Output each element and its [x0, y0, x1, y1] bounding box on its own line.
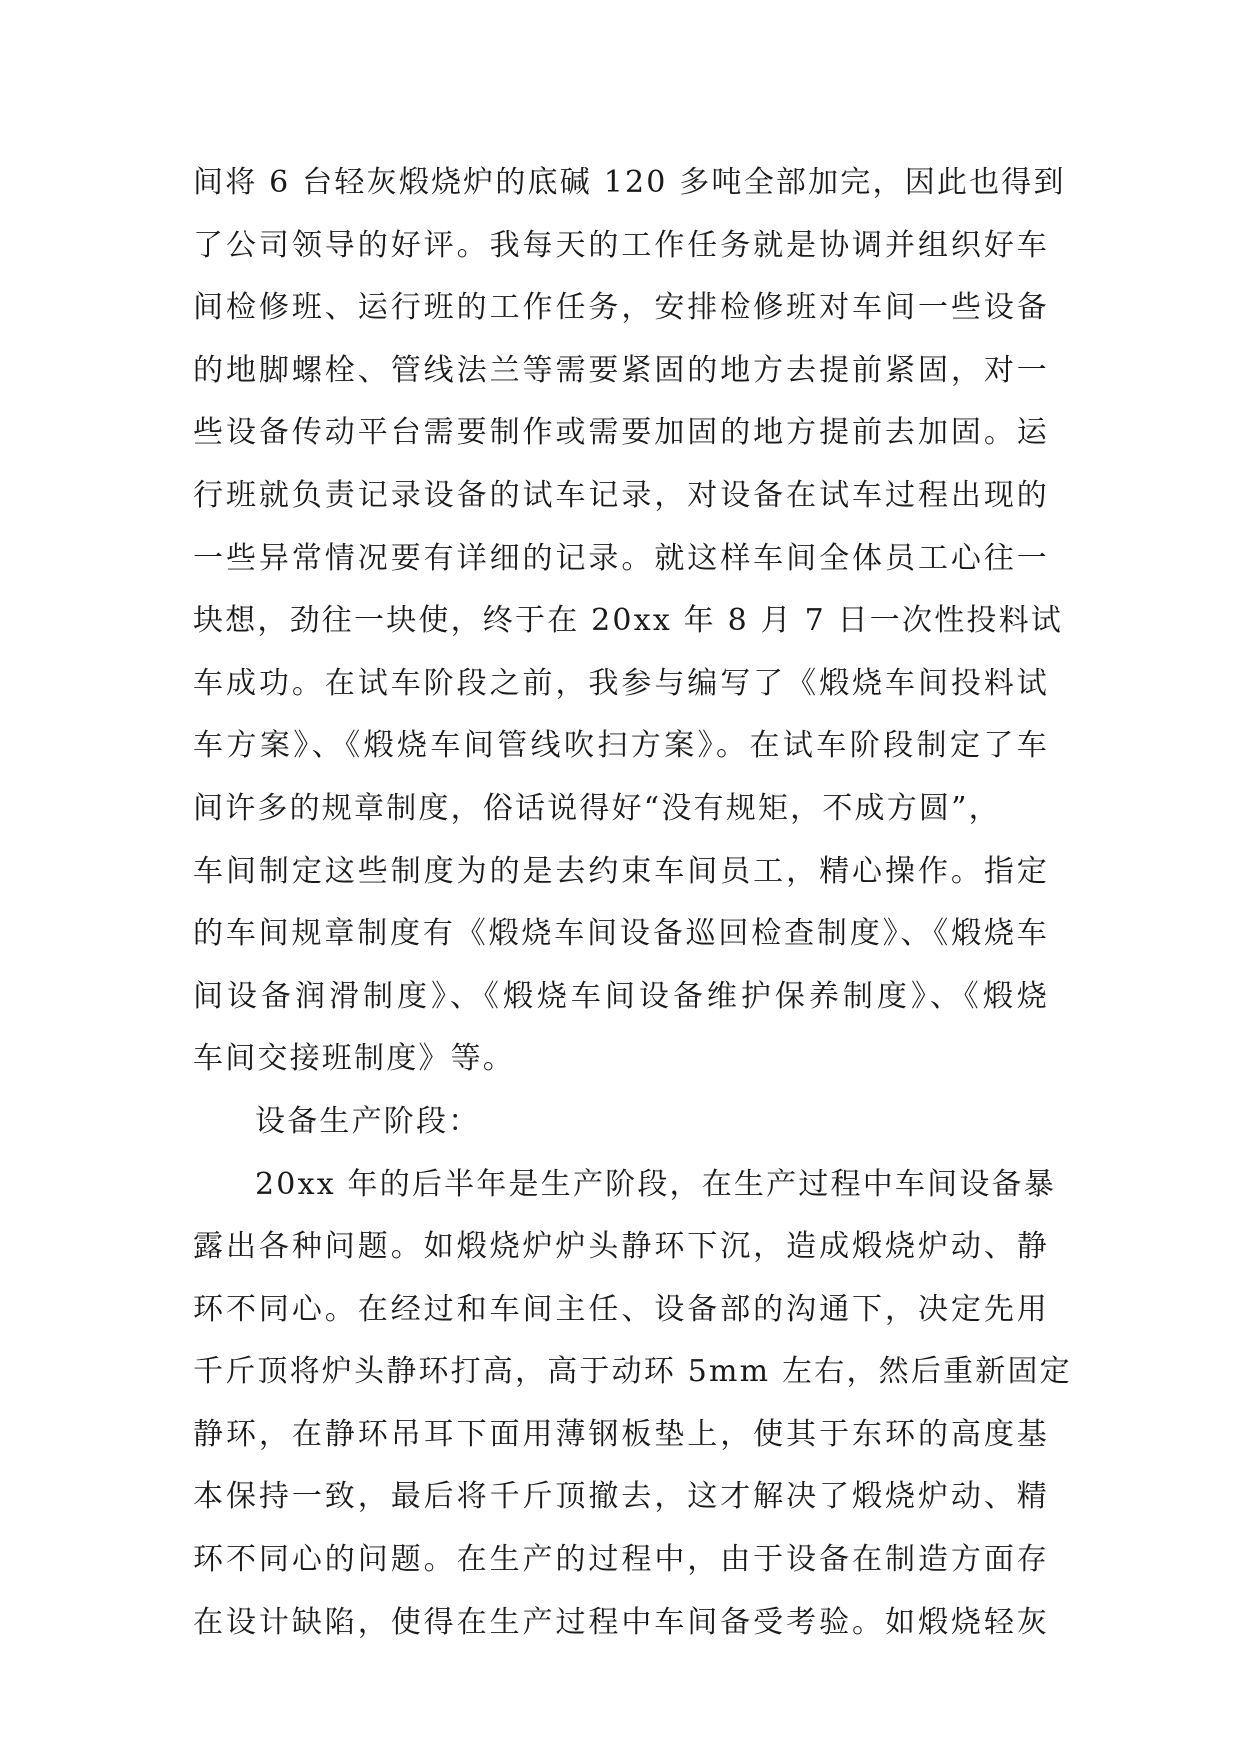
text-line: 环不同心的问题。在生产的过程中，由于设备在制造方面存: [193, 1542, 1049, 1578]
text-line: 的地脚螺栓、管线法兰等需要紧固的地方去提前紧固，对一: [193, 352, 1049, 388]
text-line: 一些异常情况要有详细的记录。就这样车间全体员工心往一: [193, 540, 1049, 576]
section-heading: 设备生产阶段：: [255, 1103, 481, 1139]
text-line: 了公司领导的好评。我每天的工作任务就是协调并组织好车: [193, 227, 1049, 263]
document-body: [193, 152, 1072, 1654]
text-line: 千斤顶将炉头静环打高，高于动环 5mm 左右，然后重新固定: [193, 1354, 1072, 1390]
text-line: 间检修班、运行班的工作任务，安排检修班对车间一些设备: [193, 290, 1049, 326]
paragraph-1: [193, 152, 1066, 1091]
text-line: 的车间规章制度有《煅烧车间设备巡回检查制度》、《煅烧车: [193, 916, 1049, 952]
text-line: 间许多的规章制度，俗话说得好“没有规矩，不成方圆”，: [193, 790, 1001, 826]
text-line: 20xx 年的后半年是生产阶段，在生产过程中车间设备暴: [255, 1166, 1056, 1202]
text-line: 间设备润滑制度》、《煅烧车间设备维护保养制度》、《煅烧: [193, 978, 1049, 1014]
text-line: 环不同心。在经过和车间主任、设备部的沟通下，决定先用: [193, 1291, 1049, 1327]
text-line: 车间交接班制度》等。: [193, 1041, 515, 1077]
text-line: 间将 6 台轻灰煅烧炉的底碱 120 多吨全部加完，因此也得到: [193, 165, 1066, 200]
paragraph-2: [193, 1154, 1072, 1655]
text-line: 露出各种问题。如煅烧炉炉头静环下沉，造成煅烧炉动、静: [193, 1229, 1049, 1265]
text-line: 本保持一致，最后将千斤顶撤去，这才解决了煅烧炉动、精: [193, 1479, 1049, 1515]
text-line: 车方案》、《煅烧车间管线吹扫方案》。在试车阶段制定了车: [193, 728, 1049, 764]
text-line: 在设计缺陷，使得在生产过程中车间备受考验。如煅烧轻灰: [193, 1604, 1049, 1640]
text-line: 些设备传动平台需要制作或需要加固的地方提前去加固。运: [193, 415, 1049, 451]
text-line: 静环，在静环吊耳下面用薄钢板垫上，使其于东环的高度基: [193, 1416, 1049, 1452]
text-line: 车间制定这些制度为的是去约束车间员工，精心操作。指定: [193, 853, 1049, 889]
text-line: 块想，劲往一块使，终于在 20xx 年 8 月 7 日一次性投料试: [193, 603, 1064, 639]
text-line: 车成功。在试车阶段之前，我参与编写了《煅烧车间投料试: [193, 665, 1049, 701]
text-line: 行班就负责记录设备的试车记录，对设备在试车过程出现的: [193, 477, 1049, 513]
